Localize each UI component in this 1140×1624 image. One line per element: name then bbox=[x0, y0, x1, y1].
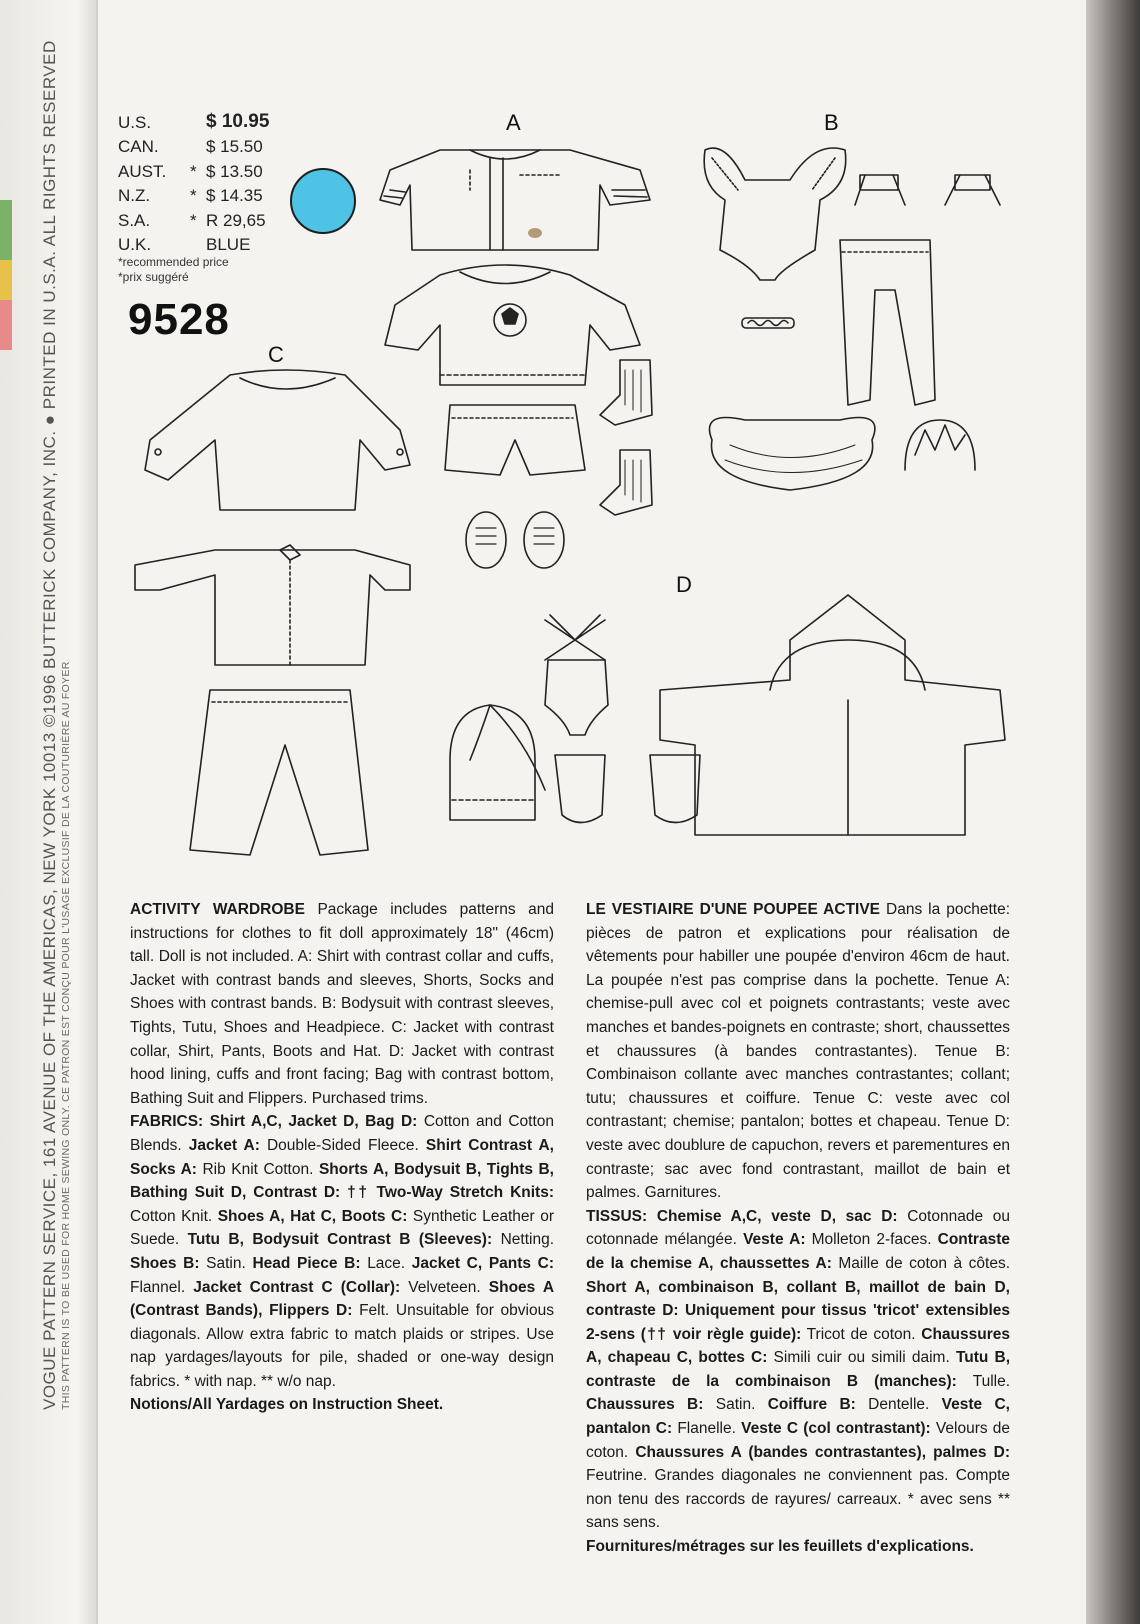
fabric-item-label: Coiffure B: bbox=[767, 1396, 856, 1414]
english-fabrics-tail: Unsuitable for obvious diagonals. Allow extra fabric to match plaids or stripes. Use nap yardages/layouts for pile, shaded or one-way design fabrics. * with nap. ** w/o nap. bbox=[130, 1302, 554, 1390]
fabric-item-label: Chemise A,C, veste D, sac D: bbox=[656, 1207, 898, 1225]
fabric-item-text: Velours de coton. bbox=[586, 1420, 1011, 1461]
price-star: * bbox=[190, 161, 197, 181]
illustration-shorts-a bbox=[445, 405, 585, 475]
fabric-item-text: Cotton Knit. bbox=[130, 1207, 213, 1225]
fabric-item-text: Maille de coton à côtes. bbox=[838, 1254, 1011, 1272]
fabric-item-text: Velveteen. bbox=[408, 1278, 481, 1296]
english-description bbox=[130, 898, 554, 1417]
fabric-item-text: Rib Knit Cotton. bbox=[202, 1160, 314, 1178]
illustration-flippers-d bbox=[555, 755, 700, 823]
fabric-item-label: Short A, combinaison B, collant B, maillot de bain D, contraste D: Uniquement pour tissus 'tricot' extensibles 2-sens (†† voir règle guide): bbox=[586, 1278, 1010, 1343]
french-fabrics-list bbox=[586, 1208, 1010, 1485]
fabric-item-text: Synthetic Leather or Suede. bbox=[130, 1207, 554, 1249]
fabric-item-text: Satin. bbox=[206, 1254, 246, 1272]
fabric-item-label: Tutu B, Bodysuit Contrast B (Sleeves): bbox=[187, 1231, 493, 1249]
fabric-item-text: Felt. bbox=[359, 1302, 390, 1320]
fabric-item-label: Jacket C, Pants C: bbox=[411, 1254, 555, 1272]
view-label-b: B bbox=[824, 110, 839, 135]
price-country: S.A. bbox=[118, 210, 151, 230]
price-star: * bbox=[190, 186, 197, 205]
french-notions: Fournitures/métrages sur les feuillets d'explications. bbox=[586, 1538, 974, 1556]
fabric-item-text: Tricot de coton. bbox=[806, 1325, 916, 1343]
price-value: $ 15.50 bbox=[206, 137, 263, 156]
french-fabrics-label: TISSUS: bbox=[586, 1207, 648, 1225]
illustration-jacket-c bbox=[145, 370, 410, 510]
fabric-item-label: Shirt Contrast A, Socks A: bbox=[130, 1136, 554, 1178]
fabric-item-label: Chaussures B: bbox=[586, 1396, 704, 1414]
fabric-item-label: Shirt A,C, Jacket D, Bag D: bbox=[209, 1113, 418, 1131]
fabric-item-label: Jacket Contrast C (Collar): bbox=[193, 1278, 401, 1296]
price-country: U.S. bbox=[118, 112, 152, 132]
fabric-item-text: Tulle. bbox=[972, 1372, 1011, 1390]
fabric-item-text: Satin. bbox=[715, 1396, 756, 1414]
fabric-item-text: Molleton 2-faces. bbox=[811, 1231, 932, 1249]
pattern-number: 9528 bbox=[128, 295, 230, 344]
price-country: CAN. bbox=[118, 137, 159, 156]
price-star: * bbox=[190, 210, 197, 230]
english-fabrics-label: FABRICS: bbox=[130, 1113, 204, 1131]
view-label-d: D bbox=[676, 572, 692, 597]
illustration-tutu-b bbox=[709, 418, 874, 491]
price-value: BLUE bbox=[206, 235, 251, 254]
view-label-a: A bbox=[506, 110, 521, 135]
fabric-item-label: Chaussures A (bandes contrastantes), palmes D: bbox=[635, 1443, 1010, 1461]
english-fabrics-list bbox=[130, 1113, 554, 1319]
spine-publisher-line: VOGUE PATTERN SERVICE, 161 AVENUE OF THE AMERICAS, NEW YORK 10013 ©1996 BUTTERICK COMPANY, INC. ● PRINTED IN U.S.A. ALL RIGHTS RESERVED bbox=[40, 40, 59, 1410]
fabric-item-text: Flanelle. bbox=[677, 1420, 736, 1438]
price-value: R 29,65 bbox=[206, 210, 266, 230]
fabric-item-text: Lace. bbox=[367, 1254, 406, 1272]
fabric-item-text: Flannel. bbox=[130, 1278, 186, 1296]
fabric-item-label: Shoes A, Hat C, Boots C: bbox=[217, 1207, 408, 1225]
fabric-item-label: Head Piece B: bbox=[252, 1254, 361, 1272]
illustration-shoes-a bbox=[466, 512, 564, 568]
illustration-jacket-a bbox=[380, 150, 650, 250]
fabric-item-label: Shorts A, Bodysuit B, Tights B, Bathing Suit D, Contrast D: †† Two-Way Stretch Knits: bbox=[130, 1160, 554, 1202]
fabric-item-text: Cotonnade ou cotonnade mélangée. bbox=[586, 1207, 1010, 1249]
english-notions: Notions/All Yardages on Instruction Sheet. bbox=[130, 1396, 444, 1414]
french-body: Dans la pochette: pièces de patron et explications pour réalisation de vêtements pour habiller une poupée d'environ 46cm de haut. La poupée n'est pas comprise dans la pochette. Tenue A: chemise-pull avec col et poignets contrastants; veste avec manches et bandes-poignets en contraste; short, chaussettes et chaussures (à bandes contrastantes). Tenue B: Combinaison collante avec manches contrastantes; collant; tutu; chaussures et coiffure. Tenue C: veste avec col contrastant; chemise; pantalon; bottes et chapeau. Tenue D: veste avec doublure de capuchon, revers et parementures en contraste; sac avec fond contrastant, maillot de bain et palmes. Garnitures. bbox=[586, 901, 1010, 1202]
illustration-bathing-suit-d bbox=[545, 615, 608, 735]
french-heading: LE VESTIAIRE D'UNE POUPEE ACTIVE bbox=[586, 901, 881, 918]
fabric-item-label: Shoes A (Contrast Bands), Flippers D: bbox=[130, 1278, 555, 1320]
illustration-bag-d bbox=[450, 705, 545, 820]
fabric-item-label: Jacket A: bbox=[188, 1136, 260, 1154]
price-value: $ 14.35 bbox=[206, 186, 263, 205]
spine-usage-line: THIS PATTERN IS TO BE USED FOR HOME SEWING ONLY. CE PATRON EST CONÇU POUR L'USAGE EXCLUSIF DE LA COUTURIÈRE AU FOYER bbox=[60, 661, 72, 1410]
fabric-item-label: Chaussures A, chapeau C, bottes C: bbox=[586, 1325, 1010, 1367]
illustration-socks-a bbox=[600, 360, 652, 515]
illustration-tights-b bbox=[840, 240, 935, 405]
price-note-en: *recommended price bbox=[118, 255, 229, 269]
price-value: $ 10.95 bbox=[206, 110, 270, 132]
illustration-band-b bbox=[742, 318, 794, 328]
price-value: $ 13.50 bbox=[206, 161, 263, 181]
french-fabrics-tail: Grandes diagonales ne conviennent pas. Compte non tenu des raccords de rayures/ carreaux. * avec sens ** sans sens. bbox=[586, 1467, 1010, 1532]
illustration-bodysuit-b bbox=[704, 148, 846, 280]
fabric-item-text: Cotton and Cotton Blends. bbox=[130, 1113, 554, 1154]
fabric-item-label: Tutu B, contraste de la combinaison B (manches): bbox=[586, 1349, 1011, 1390]
fabric-item-label: Shoes B: bbox=[130, 1254, 200, 1272]
fabric-item-text: Double-Sided Fleece. bbox=[266, 1136, 419, 1154]
fabric-item-text: Netting. bbox=[500, 1231, 554, 1249]
fabric-item-label: Veste C (col contrastant): bbox=[741, 1420, 931, 1438]
view-label-c: C bbox=[268, 342, 284, 367]
english-body: Package includes patterns and instructions for clothes to fit doll approximately 18" (46cm) tall. Doll is not included. A: Shirt with contrast collar and cuffs, Jacket with contrast bands and sleeves, Shorts, Socks and Shoes with contrast bands. B: Bodysuit with contrast sleeves, Tights, Tutu, Shoes and Headpiece. C: Jacket with contrast collar, Shirt, Pants, Boots and Hat. D: Jacket with contrast hood lining, cuffs and front facing; Bag with contrast bottom, Bathing Suit and Flippers. Purchased trims. bbox=[130, 901, 554, 1107]
english-heading: ACTIVITY WARDROBE bbox=[130, 901, 305, 918]
illustration-shirt-c bbox=[135, 545, 410, 665]
illustration-pants-c bbox=[190, 690, 368, 855]
fabric-item-label: Veste A: bbox=[743, 1231, 806, 1249]
fabric-item-text: Feutrine. bbox=[586, 1467, 648, 1485]
fabric-item-text: Simili cuir ou simili daim. bbox=[773, 1349, 950, 1367]
french-description bbox=[586, 898, 1010, 1559]
fabric-item-label: Contraste de la chemise A, chaussettes A: bbox=[586, 1231, 1010, 1272]
fabric-item-label: Veste C, pantalon C: bbox=[586, 1396, 1010, 1438]
illustration-straps-b bbox=[855, 175, 1000, 205]
illustration-shirt-a bbox=[385, 265, 640, 385]
illustration-jacket-d bbox=[660, 595, 1005, 835]
price-country: AUST. bbox=[118, 161, 167, 181]
price-note-fr: *prix suggéré bbox=[118, 270, 189, 284]
fabric-item-text: Dentelle. bbox=[868, 1396, 930, 1414]
illustration-headpiece-b bbox=[905, 420, 975, 470]
price-country: N.Z. bbox=[118, 186, 151, 205]
price-country: U.K. bbox=[118, 235, 152, 254]
